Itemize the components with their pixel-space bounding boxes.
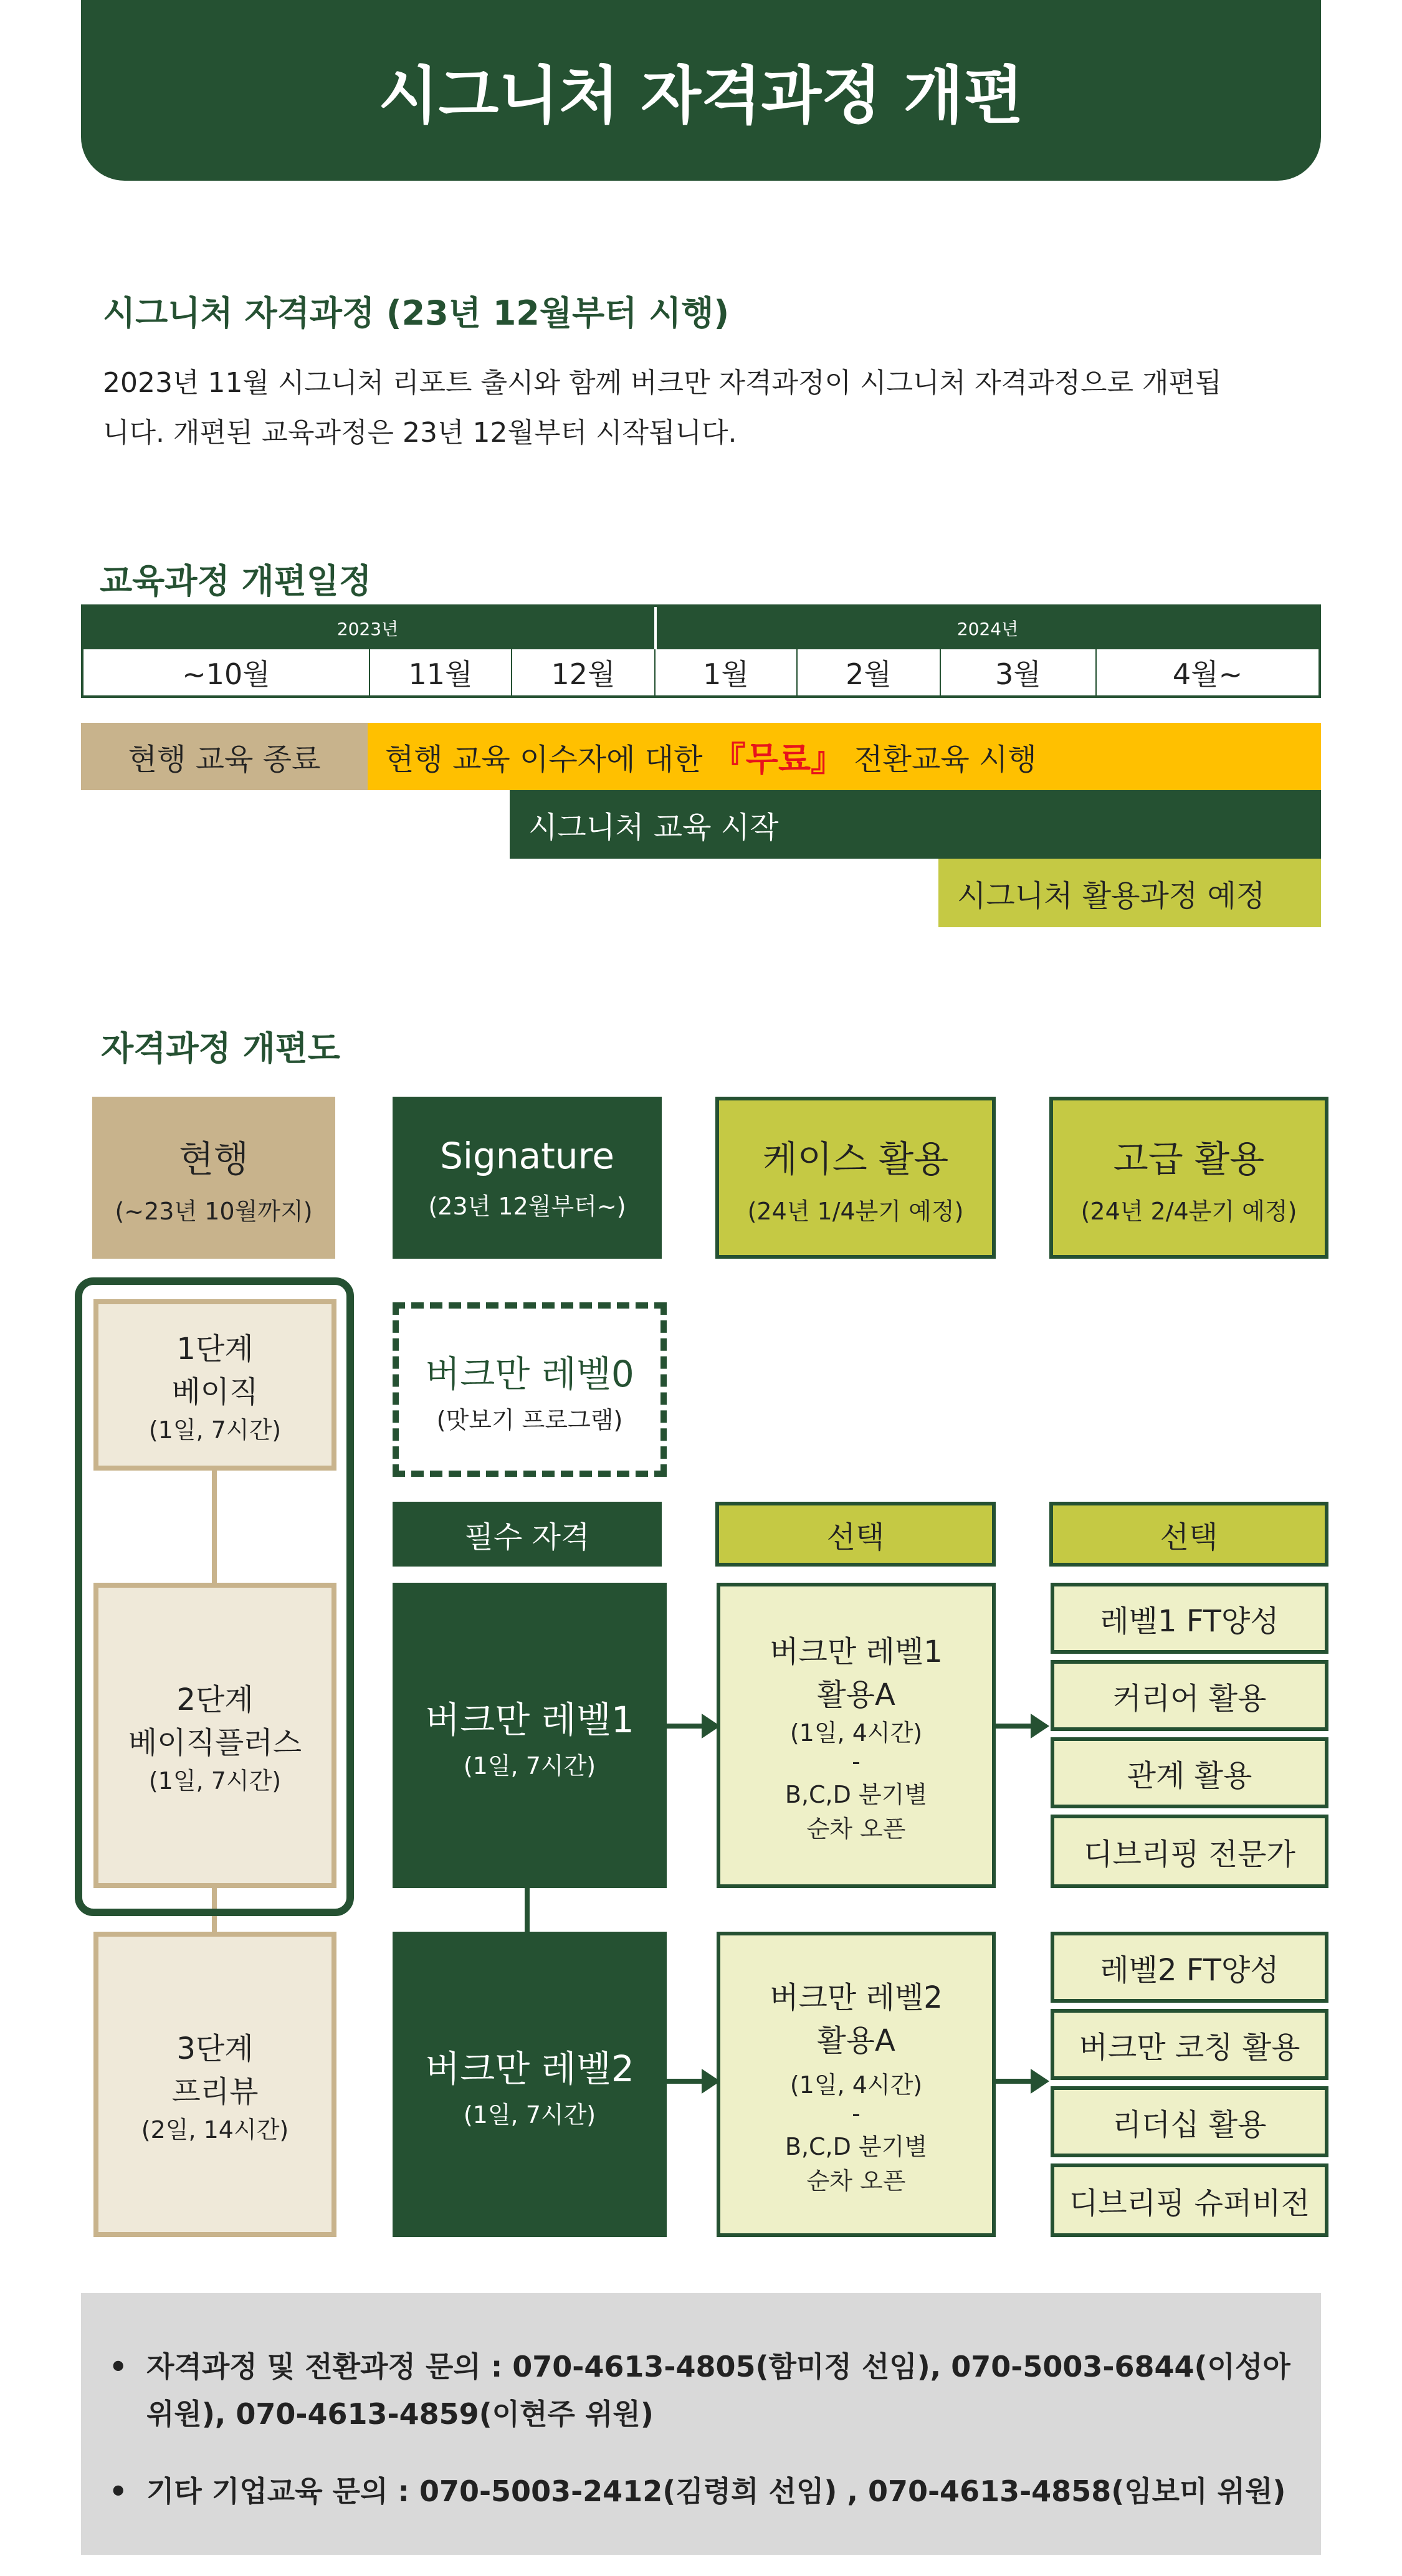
arrow-level2-to-use2 xyxy=(667,2063,723,2100)
contact-item-1-line-2: 위원), 070-4613-4859(이현주 위원) xyxy=(146,2397,654,2431)
month-feb: 2월 xyxy=(796,649,940,695)
year-2024: 2024년 xyxy=(654,607,1319,649)
contact-item-1-line-1: 자격과정 및 전환과정 문의 : 070-4613-4805(함미정 선임), 070-5003-6844(이성아 xyxy=(146,2350,1290,2383)
use1-l3: (1일, 4시간) xyxy=(789,1719,923,1747)
stage2-l3: (1일, 7시간) xyxy=(148,1767,282,1795)
level2-sub: (1일, 7시간) xyxy=(463,2101,596,2129)
level0-sub: (맛보기 프로그램) xyxy=(436,1406,623,1434)
stage1-l1: 1단계 xyxy=(176,1332,254,1367)
intro-line-2: 니다. 개편된 교육과정은 23년 12월부터 시작됩니다. xyxy=(103,417,737,449)
col-current-title: 현행 xyxy=(178,1137,249,1180)
month-dec: 12월 xyxy=(511,649,654,695)
col-signature-header xyxy=(393,1097,662,1259)
intro-paragraph xyxy=(103,358,1324,458)
bar-current-end: 현행 교육 종료 xyxy=(81,723,368,790)
col-signature-sub: (23년 12월부터~) xyxy=(428,1192,626,1220)
adv1-item-1: 레벨1 FT양성 xyxy=(1051,1583,1328,1654)
use1-box xyxy=(717,1583,996,1888)
contact-footer xyxy=(81,2293,1321,2555)
bullet-1: • xyxy=(109,2350,128,2383)
level0-box xyxy=(393,1302,667,1477)
use2-l5: B,C,D 분기별 xyxy=(784,2132,928,2160)
stage2-box xyxy=(93,1583,336,1888)
bar-transition-free: 『무료』 xyxy=(712,739,845,779)
level0-title: 버크만 레벨0 xyxy=(425,1352,634,1395)
col-case-title: 케이스 활용 xyxy=(762,1137,949,1180)
connector-level1-2 xyxy=(525,1888,530,1938)
bar-use-plan: 시그니처 활용과정 예정 xyxy=(938,859,1321,927)
month-apr: 4월~ xyxy=(1095,649,1319,695)
use2-l1: 버크만 레벨2 xyxy=(770,1980,943,2015)
col-signature-title: Signature xyxy=(440,1134,614,1177)
use2-l2: 활용A xyxy=(817,2023,895,2058)
col-adv-header xyxy=(1049,1097,1328,1259)
stage1-l3: (1일, 7시간) xyxy=(148,1416,282,1444)
use2-l4: - xyxy=(852,2099,861,2127)
adv2-item-3: 리더십 활용 xyxy=(1051,2086,1328,2157)
month-nov: 11월 xyxy=(369,649,511,695)
adv2-item-4: 디브리핑 슈퍼비전 xyxy=(1051,2163,1328,2237)
stage3-l1: 3단계 xyxy=(176,2031,254,2066)
col-adv-sub: (24년 2/4분기 예정) xyxy=(1080,1197,1297,1225)
month-jan: 1월 xyxy=(654,649,796,695)
contact-item-2: 기타 기업교육 문의 : 070-5003-2412(김령희 선임) , 070-4613-4858(임보미 위원) xyxy=(146,2474,1286,2508)
col-case-header xyxy=(715,1097,996,1259)
level1-sub: (1일, 7시간) xyxy=(463,1752,596,1780)
level1-title: 버크만 레벨1 xyxy=(425,1698,634,1741)
level2-title: 버크만 레벨2 xyxy=(425,2047,634,2090)
adv2-item-1: 레벨2 FT양성 xyxy=(1051,1932,1328,2003)
col-current-sub: (~23년 10월까지) xyxy=(115,1197,313,1225)
stage3-box xyxy=(93,1932,336,2237)
schedule-timeline xyxy=(81,604,1321,698)
intro-heading: 시그니처 자격과정 (23년 12월부터 시행) xyxy=(103,293,730,333)
adv2-item-2: 버크만 코칭 활용 xyxy=(1051,2009,1328,2080)
use1-l4: - xyxy=(852,1747,861,1775)
bullet-2: • xyxy=(109,2474,128,2508)
adv1-item-3: 관계 활용 xyxy=(1051,1737,1328,1808)
use2-l6: 순차 오픈 xyxy=(806,2167,906,2195)
arrow-level1-to-use1 xyxy=(667,1707,723,1745)
page-header xyxy=(81,0,1321,181)
page-title: 시그니처 자격과정 개편 xyxy=(378,59,1024,132)
month-mar: 3월 xyxy=(940,649,1095,695)
use1-l2: 활용A xyxy=(817,1677,895,1712)
adv1-item-4: 디브리핑 전문가 xyxy=(1051,1815,1328,1888)
stage3-l2: 프리뷰 xyxy=(171,2074,259,2109)
adv1-item-2: 커리어 활용 xyxy=(1051,1660,1328,1731)
bar-signature-start: 시그니처 교육 시작 xyxy=(510,790,1321,859)
col-case-sub: (24년 1/4분기 예정) xyxy=(747,1197,964,1225)
label-required: 필수 자격 xyxy=(393,1502,662,1567)
diagram-heading: 자격과정 개편도 xyxy=(101,1029,340,1068)
stage3-l3: (2일, 14시간) xyxy=(141,2116,289,2144)
level1-box xyxy=(393,1583,667,1888)
label-select-1: 선택 xyxy=(715,1502,996,1567)
use1-l6: 순차 오픈 xyxy=(806,1815,906,1843)
month-oct: ~10월 xyxy=(83,649,369,695)
use1-l1: 버크만 레벨1 xyxy=(770,1634,943,1669)
label-select-2: 선택 xyxy=(1049,1502,1328,1567)
intro-line-1: 2023년 11월 시그니처 리포트 출시와 함께 버크만 자격과정이 시그니처 자격과정으로 개편됩 xyxy=(103,367,1222,399)
use2-box xyxy=(717,1932,996,2237)
bar-transition-pre: 현행 교육 이수자에 대한 xyxy=(385,742,712,777)
bar-transition-post: 전환교육 시행 xyxy=(844,742,1037,777)
use1-l5: B,C,D 분기별 xyxy=(784,1780,928,1808)
year-2023: 2023년 xyxy=(83,607,652,649)
col-adv-title: 고급 활용 xyxy=(1113,1137,1265,1180)
use2-l3: (1일, 4시간) xyxy=(789,2071,923,2099)
col-current-header xyxy=(92,1097,335,1259)
level2-box xyxy=(393,1932,667,2237)
bar-transition xyxy=(368,723,1321,790)
stage1-box xyxy=(93,1299,336,1471)
stage1-l2: 베이직 xyxy=(171,1375,259,1410)
schedule-heading: 교육과정 개편일정 xyxy=(100,561,372,601)
arrow-use1-to-adv1 xyxy=(996,1707,1052,1745)
arrow-use2-to-adv2 xyxy=(996,2063,1052,2100)
stage2-l1: 2단계 xyxy=(176,1682,254,1717)
stage2-l2: 베이직플러스 xyxy=(128,1725,302,1760)
contact-item-1 xyxy=(146,2343,1305,2438)
